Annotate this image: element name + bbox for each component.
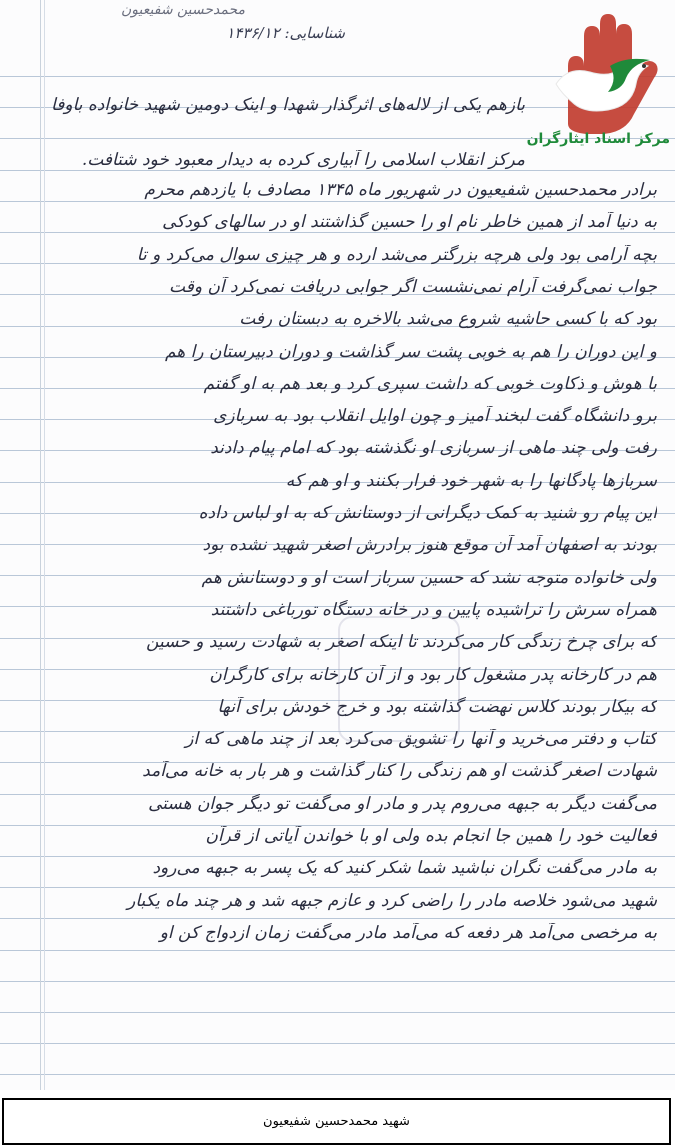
handwritten-line: مرکز انقلاب اسلامی را آبیاری کرده به دیدار معبود خود شتافت. [81,150,525,170]
caption-text: شهید محمدحسین شفیعیون [263,1114,410,1129]
handwritten-line: همراه سرش را تراشیده پایین و در خانه دستگاه تورباغی داشتند [210,599,657,620]
header-id-line: شناسایی: ۱۴۳۶/۱۲ [226,24,345,42]
handwritten-line: شهادت اصغر گذشت او هم زندگی را کنار گذاشت و هر بار به خانه می‌آمد [142,761,657,782]
handwritten-line: به دنیا آمد از همین خاطر نام او را حسین گذاشتند او در سالهای کودکی [162,212,657,233]
handwritten-line: بچه آرامی بود ولی هرچه بزرگتر می‌شد ارده و هر چیزی سوال می‌کرد و تا [136,244,657,265]
ruled-line [0,918,675,919]
caption-box [2,1098,671,1145]
header-name-line: محمدحسین شفیعیون [121,2,245,18]
faint-stamp [338,616,460,742]
handwritten-line: بود که با کسی حاشیه شروع می‌شد بالاخره به دبستان رفت [239,309,657,330]
ruled-line [0,950,675,951]
handwritten-line: این پیام رو شنید به کمک دیگرانی از دوستانش که به او لباس داده [198,503,657,523]
ruled-line [0,201,675,202]
handwritten-line: به مرخصی می‌آمد هر دفعه که می‌آمد مادر می‌گفت زمان ازدواج کن او [159,922,657,943]
handwritten-line: برادر محمدحسین شفیعیون در شهریور ماه ۱۳۴۵ مصادف با یازدهم محرم [144,180,657,200]
handwritten-line: سربازها پادگانها را به شهر خود فرار بکنند و او هم که [285,470,657,491]
handwritten-line: و این دوران را هم به خوبی پشت سر گذاشت و دوران دبیرستان را هم [164,341,657,362]
ruled-line [0,1074,675,1075]
handwritten-line: که بیکار بودند کلاس نهضت گذاشته بود و خرج خودش برای آنها [217,696,657,717]
handwritten-line: بودند به اصفهان آمد آن موقع هنوز برادرش اصغر شهید نشده بود [202,535,657,556]
ruled-line [0,1012,675,1013]
handwritten-line: هم در کارخانه پدر مشغول کار بود و از آن کارخانه برای کارگران [209,664,657,685]
logo-text: مرکز اسناد ایثارگران [526,131,670,147]
handwritten-line: برو دانشگاه گفت لبخند آمیز و چون اوایل انقلاب بود به سربازی [213,406,657,427]
handwritten-line: جواب نمی‌گرفت آرام نمی‌نشست اگر جوابی دریافت نمی‌کرد آن وقت [169,276,657,297]
handwritten-line: با هوش و ذکاوت خوبی که داشت سپری کرد و بعد هم به او گفتم [203,373,657,394]
handwritten-line: ولی خانواده متوجه نشد که حسین سرباز است او و دوستانش هم [201,567,657,588]
ruled-line [0,887,675,888]
handwritten-line: به مادر می‌گفت نگران نباشید شما شکر کنید که یک پسر به جبهه می‌رود [152,858,657,879]
ruled-line [0,856,675,857]
ruled-line [0,981,675,982]
handwritten-line: شهید می‌شود خلاصه مادر را راضی کرد و عازم جبهه شد و هر چند ماه یکبار [127,890,657,911]
handwritten-line: فعالیت خود را همین جا انجام بده ولی او با خواندن آیاتی از قرآن [205,826,657,846]
handwritten-line: رفت ولی چند ماهی از سربازی او نگذشته بود که امام پیام دادند [210,438,657,459]
handwritten-line: کتاب و دفتر می‌خرید و آنها را تشویق می‌کرد بعد از چند ماهی که از [185,729,657,750]
handwritten-line: که برای چرخ زندگی کار می‌کردند تا اینکه اصغر به شهادت رسید و حسین [146,632,657,653]
ruled-line [0,1043,675,1044]
handwritten-line: بازهم یکی از لاله‌های اثرگذار شهدا و اینک دومین شهید خانواده باوفا [51,95,525,115]
handwritten-line: می‌گفت دیگر به جبهه می‌روم پدر و مادر او می‌گفت تو دیگر جوان هستی [148,793,657,814]
